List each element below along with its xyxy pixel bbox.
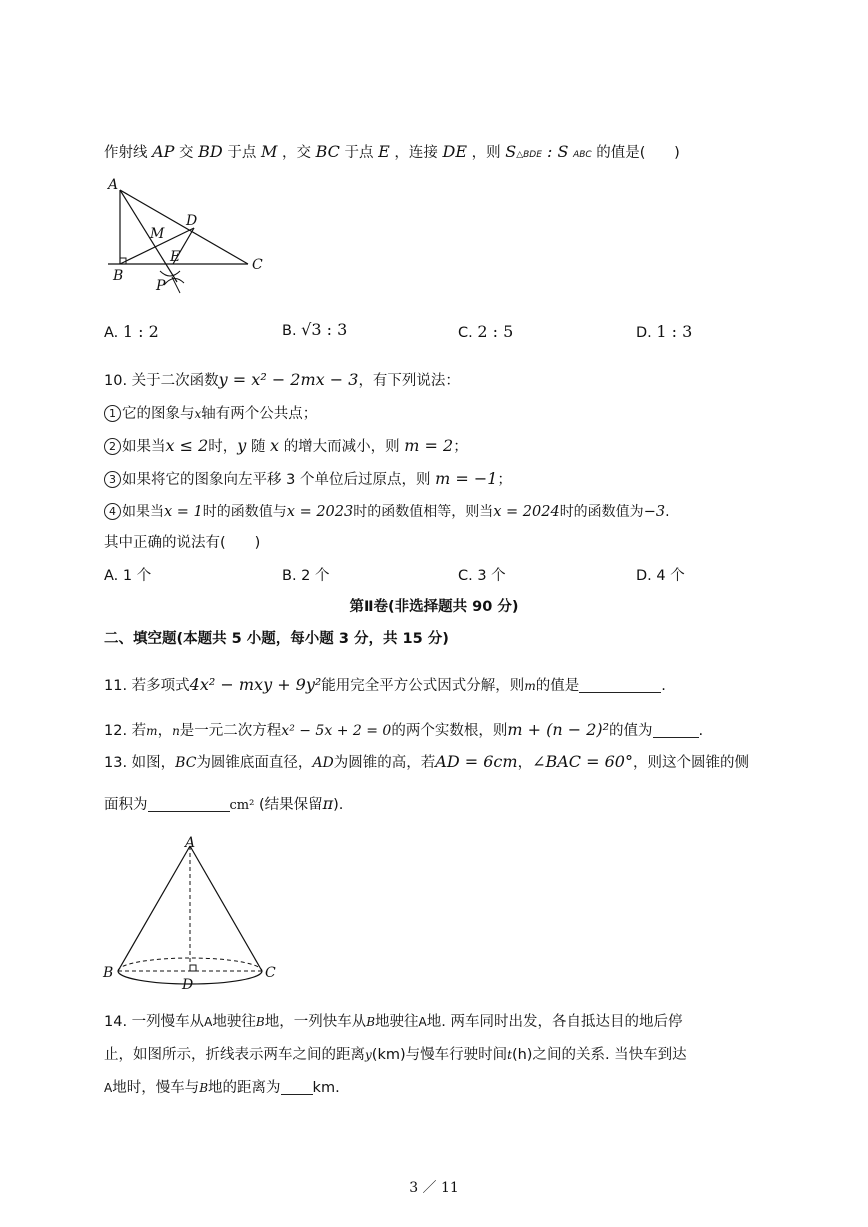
text: 能用完全平方公式因式分解，则	[321, 678, 525, 694]
answer-blank[interactable]	[148, 797, 230, 812]
var: n	[172, 724, 180, 738]
part-title: 二、填空题(本题共 5 小题，每小题 3 分，共 15 分)	[104, 631, 449, 647]
var: AD	[312, 755, 334, 771]
text: ；	[497, 472, 512, 488]
var-bc: BC	[315, 142, 340, 161]
cone-label-b: B	[103, 965, 114, 981]
q10-option-b[interactable]	[282, 566, 330, 586]
text: 它的图象与	[122, 406, 195, 422]
answer-blank[interactable]	[579, 678, 661, 693]
var: t	[507, 1048, 512, 1062]
text: 若多项式	[131, 678, 190, 694]
formula: m = −1	[435, 469, 498, 488]
text: 为圆锥底面直径，	[196, 755, 313, 771]
formula: x = 1	[164, 504, 203, 520]
formula: x = 2024	[493, 504, 560, 520]
formula: y = x² − 2mx − 3	[218, 370, 359, 389]
var: y	[365, 1048, 372, 1062]
text: 地驶往	[212, 1014, 256, 1030]
place-a: A	[418, 1015, 427, 1029]
formula: m + (n − 2)²	[507, 720, 610, 739]
unit: cm²	[229, 798, 255, 813]
option-value: 3 个	[477, 568, 506, 584]
text: 是一元二次方程	[179, 723, 282, 739]
place-a: A	[204, 1015, 213, 1029]
formula: m = 2	[404, 436, 454, 455]
label-c: C	[252, 257, 263, 273]
subscript: △BDE	[516, 150, 542, 160]
text: ；	[453, 439, 468, 455]
var: m	[146, 724, 158, 738]
option-letter: B.	[282, 323, 297, 339]
text: 的值是(	[596, 145, 646, 161]
q14-line2	[104, 1045, 687, 1065]
text: (结果保留	[258, 797, 323, 813]
formula: x = 2023	[286, 504, 354, 520]
option-value: 2 个	[301, 568, 330, 584]
cone-label-d: D	[182, 977, 194, 993]
circled-number: 2	[104, 438, 121, 455]
q10-statement-2	[104, 436, 468, 457]
text: .	[698, 723, 704, 739]
formula: 4x² − mxy + 9y²	[189, 675, 322, 694]
pi-symbol: π	[322, 794, 334, 813]
answer-blank[interactable]	[281, 1080, 313, 1095]
var: y	[237, 436, 247, 455]
q13-line2	[104, 794, 343, 816]
place-b: B	[199, 1081, 209, 1095]
text: ，有下列说法：	[358, 373, 460, 389]
place-b: B	[366, 1015, 376, 1029]
q14-line1	[104, 1012, 682, 1032]
label-a: A	[108, 177, 119, 193]
var: BC	[175, 755, 197, 771]
text: 于点	[344, 145, 374, 161]
label-d: D	[186, 213, 198, 229]
q10-statement-4	[104, 502, 670, 522]
text: 地的距离为	[208, 1080, 281, 1096]
q10-stem	[104, 370, 460, 391]
q9-option-d[interactable]	[636, 322, 692, 343]
option-letter: C.	[458, 568, 473, 584]
text: 时的函数值为	[559, 504, 644, 520]
text: (km)与慢车行驶时间	[371, 1047, 508, 1063]
cone-label-a: A	[185, 835, 196, 851]
answer-blank[interactable]	[653, 723, 699, 738]
text: 为圆锥的高，若	[333, 755, 436, 771]
text: 于点	[227, 145, 257, 161]
section-title: 第Ⅱ卷(非选择题共 90 分)	[349, 599, 519, 615]
q11	[104, 675, 666, 696]
text: 的两个实数根，则	[391, 723, 508, 739]
text: ，则这个圆锥的侧	[632, 755, 749, 771]
circled-number: 1	[104, 405, 121, 422]
page-number: 3 ／ 11	[409, 1180, 459, 1196]
option-letter: B.	[282, 568, 297, 584]
var-ap: AP	[152, 142, 175, 161]
cone-label-c: C	[265, 965, 276, 981]
text: .	[661, 678, 666, 694]
option-value: 4 个	[656, 568, 685, 584]
text: ，交	[281, 145, 311, 161]
option-value: 1 个	[122, 568, 152, 584]
ratio: : S	[541, 142, 569, 161]
text: km.	[312, 1080, 340, 1096]
text: 时，	[208, 439, 238, 455]
text: 面积为	[104, 797, 148, 813]
option-value: 1 : 3	[656, 322, 693, 341]
option-letter: D.	[636, 325, 652, 341]
label-m: M	[150, 226, 165, 242]
option-letter: D.	[636, 568, 652, 584]
text: 止，如图所示，折线表示两车之间的距离	[104, 1047, 365, 1063]
text: 地时，慢车与	[112, 1080, 200, 1096]
cone-figure	[100, 832, 290, 1002]
q10-option-c[interactable]	[458, 566, 506, 586]
label-b: B	[113, 268, 124, 284]
circled-number: 4	[104, 503, 121, 520]
text: 地，一列快车从	[264, 1014, 367, 1030]
var-de: DE	[442, 142, 468, 161]
q10-statement-3	[104, 469, 512, 490]
text: 轴有两个公共点；	[201, 406, 318, 422]
var-m: M	[260, 142, 278, 161]
text: ，	[157, 723, 173, 739]
text: 交	[179, 145, 194, 161]
question-number: 12.	[104, 723, 128, 739]
option-letter: A.	[104, 568, 119, 584]
place-a: A	[104, 1081, 113, 1095]
var-e: E	[378, 142, 390, 161]
text: 时的函数值与	[202, 504, 287, 520]
text: 作射线	[104, 145, 148, 161]
q12	[104, 720, 703, 741]
q13-line1	[104, 752, 749, 773]
var: x	[270, 436, 280, 455]
triangle-figure	[100, 175, 275, 295]
label-e: E	[170, 249, 181, 265]
question-number: 11.	[104, 678, 128, 694]
text: (h)之间的关系. 当快车到达	[511, 1047, 687, 1063]
place-b: B	[255, 1015, 265, 1029]
text: .	[665, 504, 670, 520]
var: m	[524, 679, 536, 693]
option-value: 2 : 5	[477, 322, 514, 341]
area-symbol: S	[505, 142, 517, 161]
formula: AD = 6cm	[435, 752, 518, 771]
option-value: 1 : 2	[122, 322, 159, 341]
question-number: 13.	[104, 755, 128, 771]
q10-option-d[interactable]	[636, 566, 685, 586]
text: 的值是	[535, 678, 580, 694]
q10-statement-1	[104, 404, 317, 424]
text: 一列慢车从	[131, 1014, 205, 1030]
option-value: √3 : 3	[301, 320, 348, 339]
var-bd: BD	[198, 142, 223, 161]
text: ).	[333, 797, 344, 813]
label-p: P	[156, 278, 166, 294]
text: 若	[131, 723, 147, 739]
q9-option-b[interactable]	[282, 320, 347, 341]
text: 地驶往	[375, 1014, 419, 1030]
text: 随	[250, 439, 266, 455]
circled-number: 3	[104, 471, 121, 488]
question-number: 14.	[104, 1014, 128, 1030]
text: ，连接	[394, 145, 438, 161]
q10-ask: 其中正确的说法有( )	[104, 535, 261, 551]
option-letter: A.	[104, 325, 119, 341]
option-letter: C.	[458, 325, 473, 341]
var: x	[194, 407, 202, 421]
text: 时的函数值相等，则当	[353, 504, 494, 520]
text: )	[674, 145, 680, 161]
q9-stem	[104, 142, 680, 165]
q9-option-c[interactable]	[458, 322, 513, 343]
text: 如图，	[131, 755, 176, 771]
formula: x ≤ 2	[165, 436, 209, 455]
q9-option-a[interactable]	[104, 322, 159, 343]
text: 的增大而减小，则	[283, 439, 400, 455]
text: 如果当	[122, 439, 166, 455]
text: 地. 两车同时出发，各自抵达目的地后停	[426, 1014, 683, 1030]
formula: ∠BAC = 60°	[532, 752, 633, 771]
text: 的值为	[609, 723, 653, 739]
text: ，则	[471, 145, 501, 161]
q10-option-a[interactable]	[104, 566, 151, 586]
text: 如果当	[122, 504, 164, 520]
text: 关于二次函数	[131, 373, 219, 389]
subscript: ABC	[573, 150, 592, 160]
formula: −3	[643, 504, 666, 520]
formula: x² − 5x + 2 = 0	[281, 723, 392, 739]
q14-line3	[104, 1078, 340, 1098]
text: ，	[517, 755, 533, 771]
question-number: 10.	[104, 373, 128, 389]
text: 如果将它的图象向左平移 3 个单位后过原点，则	[122, 472, 431, 488]
